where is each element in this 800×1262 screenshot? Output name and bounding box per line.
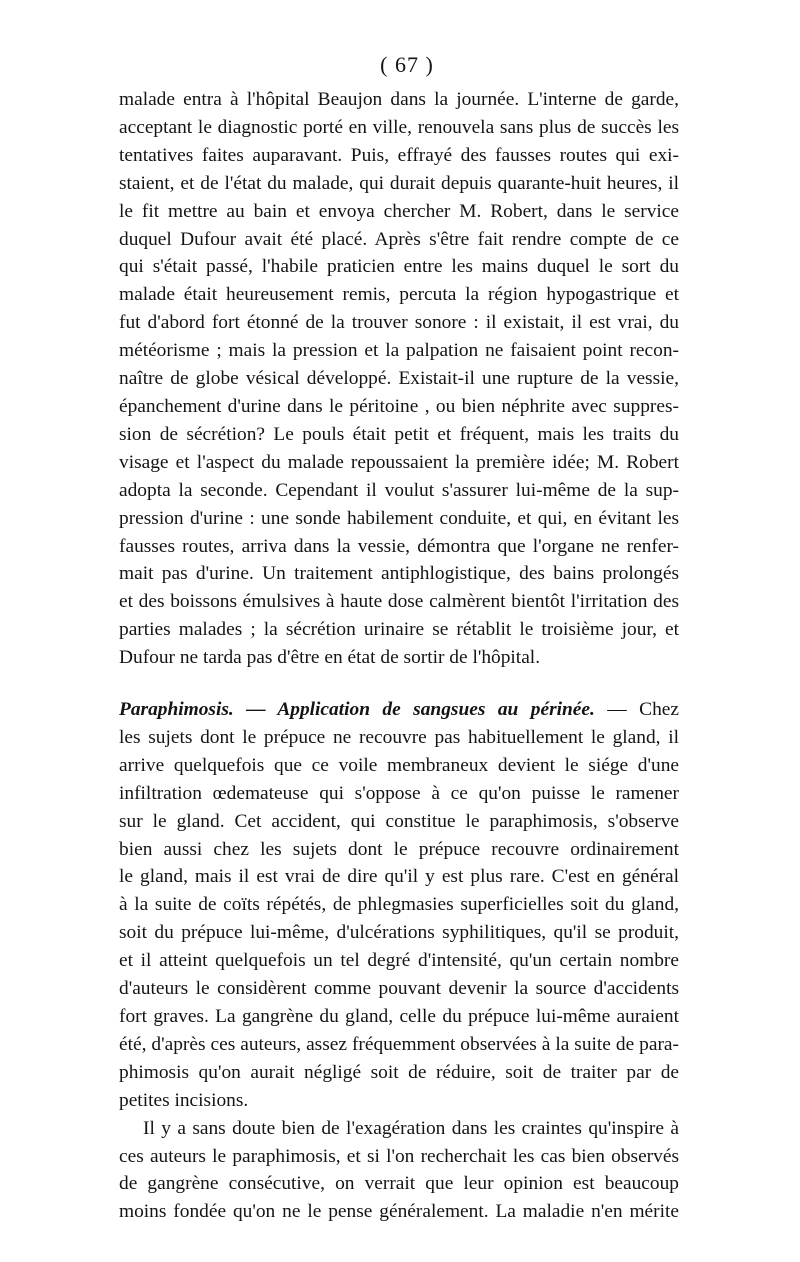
text-line: sion de sécrétion? Le pouls était petit et fréquent, mais les traits du (119, 423, 679, 445)
text-line: adopta la seconde. Cependant il voulut s'assurer lui-même de la sup- (119, 479, 679, 501)
text-line: fausses routes, arriva dans la vessie, démontra que l'organe ne renfer- (119, 535, 679, 557)
paragraph-exaggeration (119, 1115, 679, 1227)
text-line: le gland, mais il est vrai de dire qu'il y est plus rare. C'est en général (119, 866, 679, 888)
text-line: naître de globe vésical développé. Existait-il une rupture de la vessie, (119, 368, 679, 390)
text-line: fort graves. La gangrène du gland, celle du prépuce lui-même auraient (119, 1006, 679, 1027)
text-line: fut d'abord fort étonné de la trouver sonore : il existait, il est vrai, du (119, 312, 679, 334)
text-line: acceptant le diagnostic porté en ville, renouvela sans plus de succès les (119, 116, 679, 138)
text-line: météorisme ; mais la pression et la palpation ne faisaient point recon- (119, 340, 679, 362)
text-line: pression d'urine : une sonde habilement conduite, et qui, en évitant les (119, 507, 679, 529)
text-line: épanchement d'urine dans le péritoine , ou bien néphrite avec suppres- (119, 395, 679, 417)
text-line: été, d'après ces auteurs, assez fréquemment observées à la suite de para- (119, 1033, 679, 1055)
text-line: et des boissons émulsives à haute dose calmèrent bientôt l'irritation des (119, 591, 679, 613)
page-number: ( 67 ) (380, 52, 434, 77)
text-line: petites incisions. (119, 1089, 249, 1111)
text-line: duquel Dufour avait été placé. Après s'être fait rendre compte de ce (119, 228, 679, 250)
text-line: le fit mettre au bain et envoya chercher M. Robert, dans le service (119, 200, 679, 222)
text-line: phimosis qu'on aurait négligé soit de réduire, soit de traiter par de (119, 1061, 679, 1083)
text-line: soit du prépuce lui-même, d'ulcérations syphilitiques, qu'il se produit, (119, 922, 679, 944)
text-line: à la suite de coïts répétés, de phlegmasies superficielles soit du gland, (119, 894, 679, 916)
section-gap (119, 672, 679, 696)
paragraph-continued (119, 86, 679, 672)
text-line: et il atteint quelquefois un tel degré d'intensité, qu'un certain nombre (119, 950, 679, 972)
text-line: mait pas d'urine. Un traitement antiphlogistique, des bains prolongés (119, 563, 679, 585)
text-line: Il y a sans doute bien de l'exagération dans les craintes qu'inspire à (143, 1117, 679, 1139)
section-heading: Paraphimosis. — Application de sangsues au périnée. (119, 699, 595, 721)
text-line: d'auteurs le considèrent comme pouvant devenir la source d'accidents (119, 978, 679, 1000)
text-line: Dufour ne tarda pas d'être en état de sortir de l'hôpital. (119, 647, 541, 669)
text-line: sur le gland. Cet accident, qui constitue le paraphimosis, s'observe (119, 810, 679, 832)
text-line: tentatives faites auparavant. Puis, effrayé des fausses routes qui exi- (119, 144, 679, 166)
text-line: arrive quelquefois que ce voile membraneux devient le siége d'une (119, 754, 679, 776)
section-first-line (119, 696, 679, 724)
text-line: ces auteurs le paraphimosis, et si l'on recherchait les cas bien observés (119, 1145, 679, 1167)
book-page (119, 52, 679, 1226)
text-line: visage et l'aspect du malade repoussaient la première idée; M. Robert (119, 451, 679, 473)
text-line: moins fondée qu'on ne le pense généralement. La maladie n'en mérite (119, 1201, 679, 1223)
text-line: malade était heureusement remis, percuta la région hypogastrique et (119, 284, 679, 306)
text-line: parties malades ; la sécrétion urinaire se rétablit le troisième jour, et (119, 619, 679, 641)
text-line: bien aussi chez les sujets dont le prépuce recouvre ordinairement (119, 838, 679, 860)
paragraph-paraphimosis (119, 696, 679, 1115)
text-line: infiltration œdemateuse qui s'oppose à ce qu'on puisse le ramener (119, 782, 679, 804)
section-heading-tail: — Chez (594, 699, 679, 721)
text-line: malade entra à l'hôpital Beaujon dans la journée. L'interne de garde, (119, 89, 679, 110)
text-line: les sujets dont le prépuce ne recouvre pas habituellement le gland, il (119, 726, 679, 748)
text-line: staient, et de l'état du malade, qui durait depuis quarante-huit heures, il (119, 172, 679, 194)
text-line: de gangrène consécutive, on verrait que leur opinion est beaucoup (119, 1173, 679, 1195)
text-line: qui s'était passé, l'habile praticien entre les mains duquel le sort du (119, 256, 679, 278)
